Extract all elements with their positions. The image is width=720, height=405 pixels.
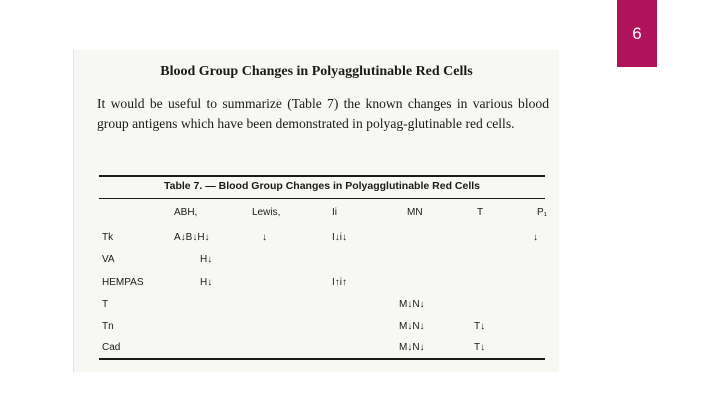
cell-cad-mn: M↓N↓ [399, 342, 425, 353]
slide-number: 6 [632, 23, 642, 43]
table-header-rule [99, 198, 545, 199]
cell-tk-p1: ↓ [533, 232, 538, 243]
row-label-hempas: HEMPAS [102, 277, 144, 288]
cell-hempas-abh: H↓ [200, 277, 213, 288]
table-caption: Table 7. — Blood Group Changes in Polyagglutinable Red Cells [163, 180, 480, 192]
row-label-tn: Tn [102, 321, 114, 332]
row-label-va: VA [102, 254, 115, 265]
table-top-rule [99, 175, 545, 177]
column-header-ii: Ii [332, 207, 337, 218]
cell-tn-mn: M↓N↓ [399, 321, 425, 332]
cell-tk-lewis: ↓ [262, 232, 267, 243]
cell-t-mn: M↓N↓ [399, 299, 425, 310]
cell-tk-ii: I↓i↓ [332, 232, 347, 243]
table-bottom-rule [99, 358, 545, 360]
column-header-p1: P₁ [537, 207, 548, 218]
cell-tk-abh: A↓B↓H↓ [174, 232, 210, 243]
document-title: Blood Group Changes in Polyagglutinable Red Cells [160, 64, 473, 79]
scanned-document [73, 50, 559, 372]
cell-tn-t: T↓ [474, 321, 486, 332]
row-label-cad: Cad [102, 342, 121, 353]
column-header-lewis: Lewis, [252, 207, 281, 218]
cell-cad-t: T↓ [474, 342, 486, 353]
column-header-abh: ABH, [174, 207, 198, 218]
column-header-t: T [477, 207, 484, 218]
column-header-mn: MN [407, 207, 423, 218]
slide-number-badge [617, 0, 657, 67]
cell-va-abh: H↓ [200, 254, 213, 265]
row-label-t: T [102, 299, 109, 310]
cell-hempas-ii: I↑i↑ [332, 277, 347, 288]
row-label-tk: Tk [102, 232, 114, 243]
document-intro: It would be useful to summarize (Table 7) the known changes in various blood group antigens which have been demonstrated in polyag-glutinable red cells. [97, 96, 549, 131]
